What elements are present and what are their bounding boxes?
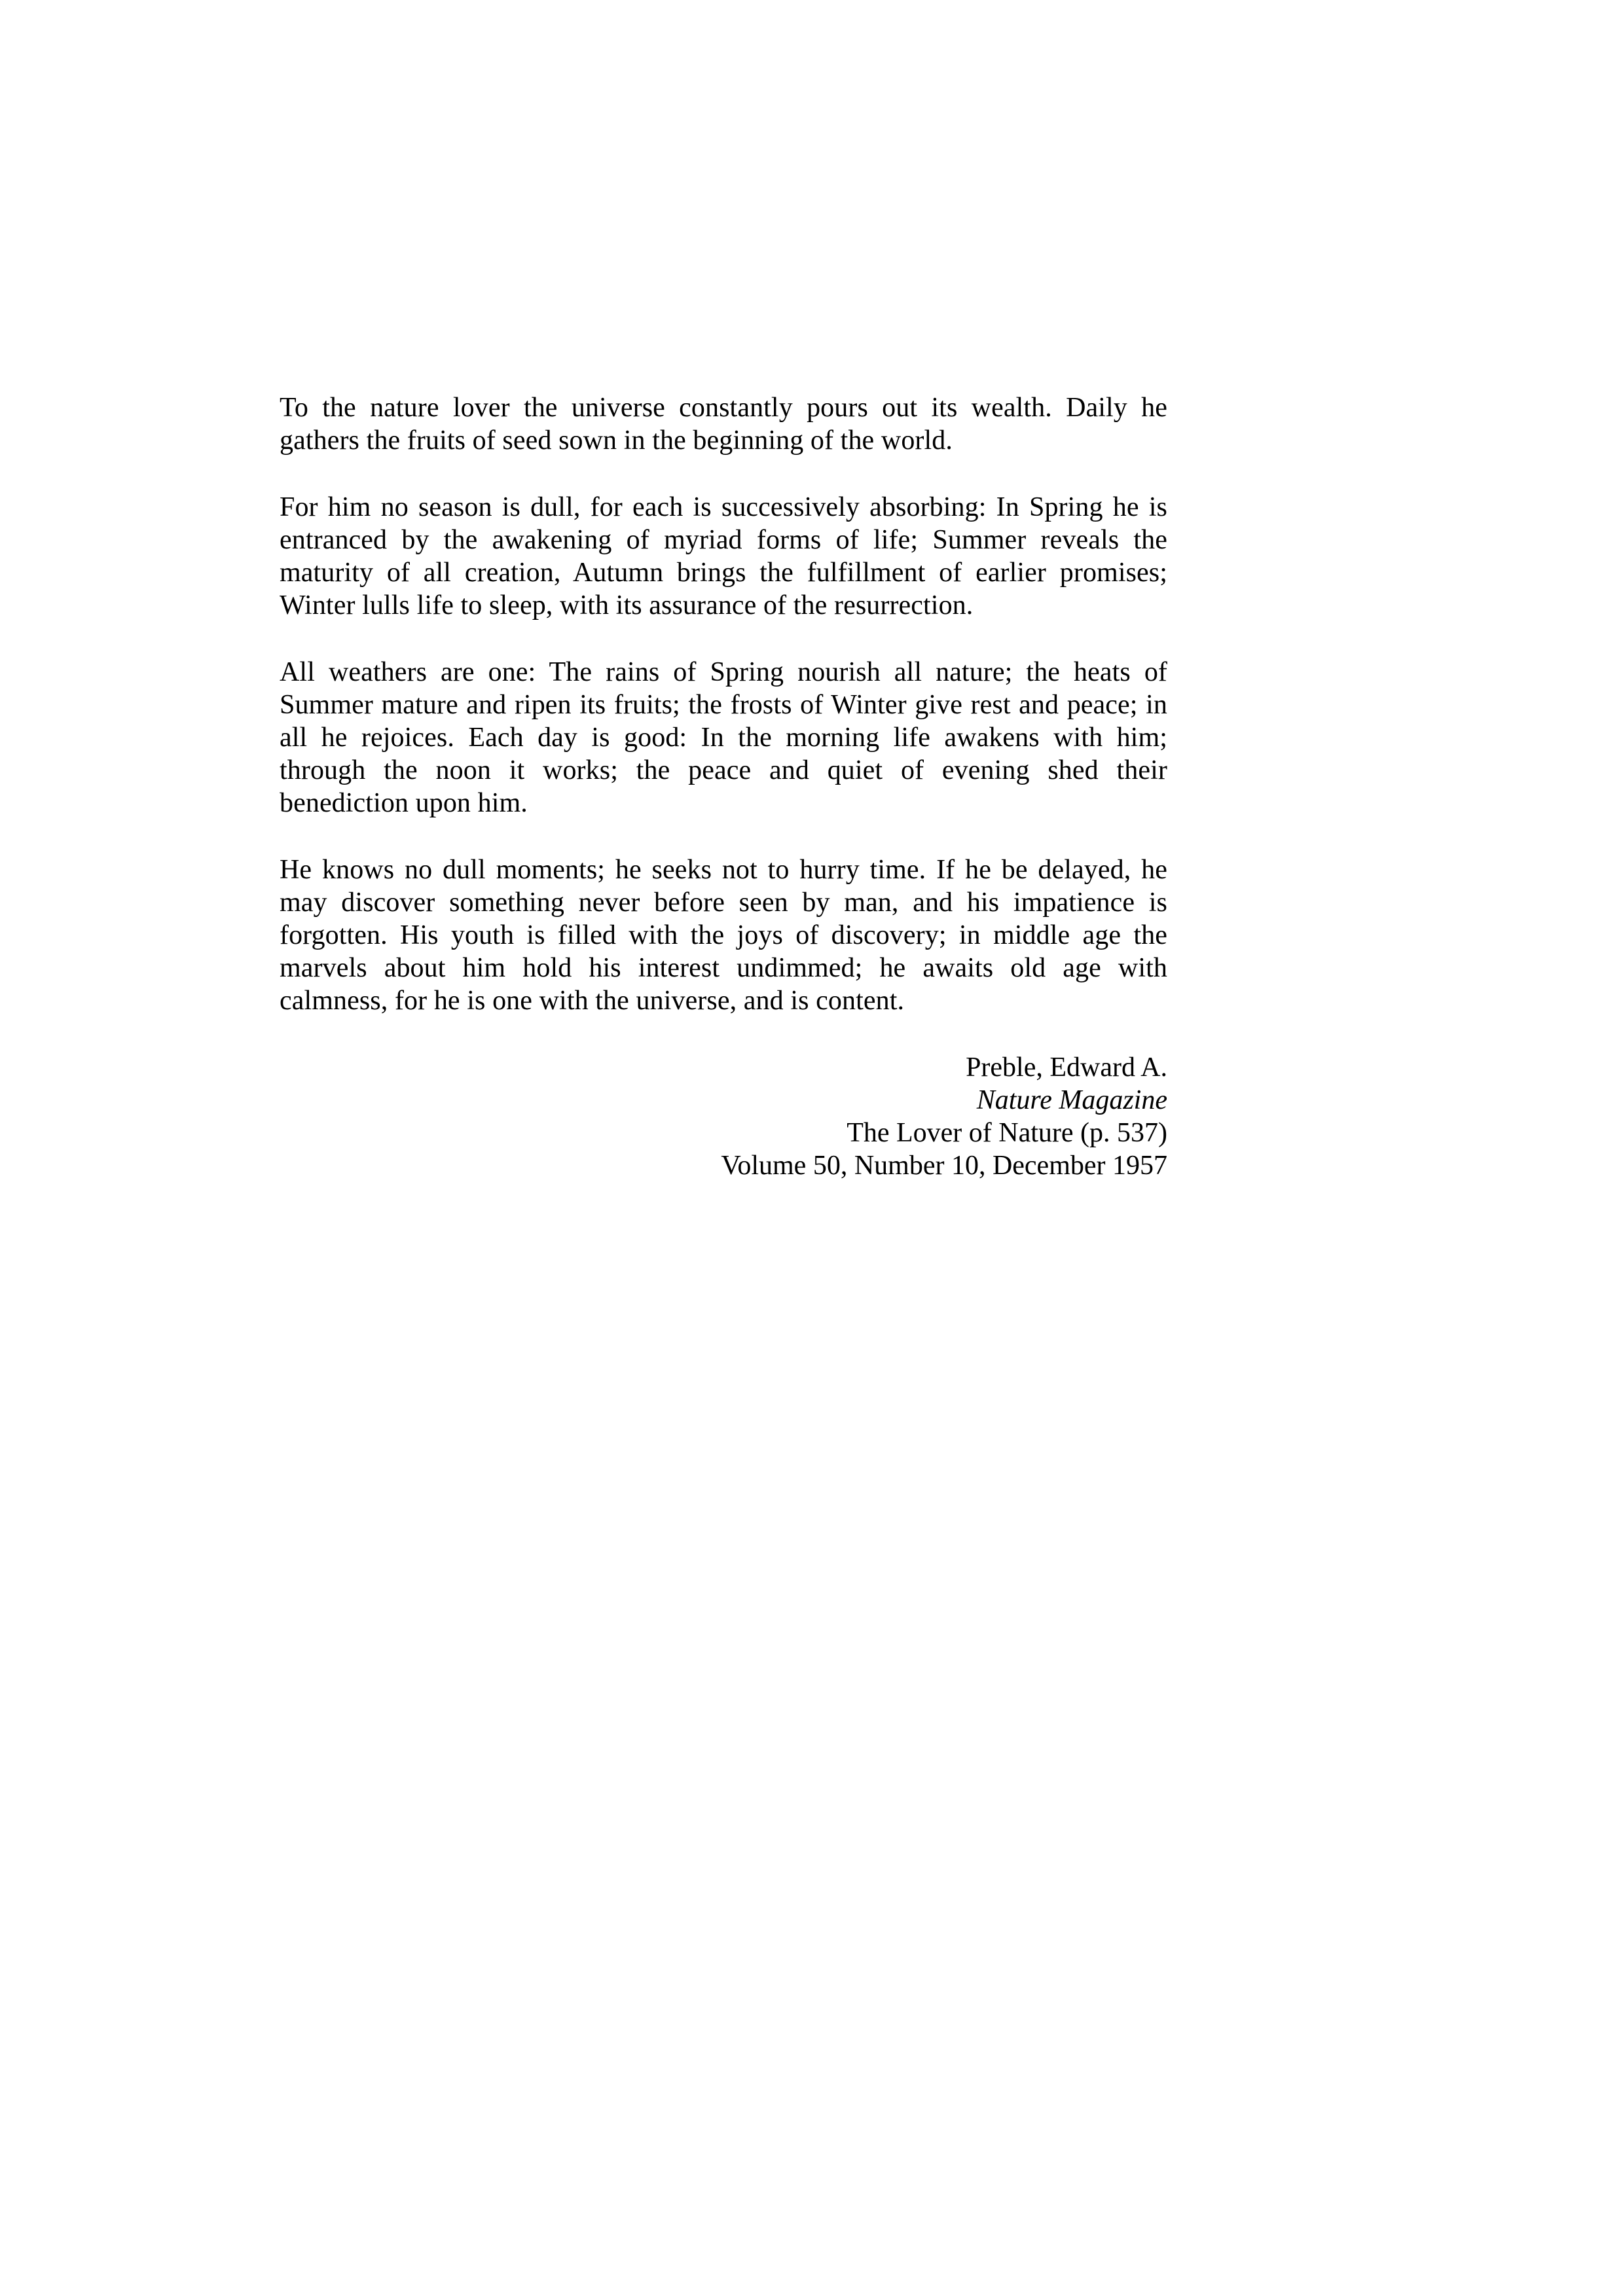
attribution-block — [280, 1051, 1167, 1182]
attribution-publication: Nature Magazine — [976, 1085, 1167, 1115]
attribution-author: Preble, Edward A. — [966, 1052, 1167, 1083]
attribution-article-title: The Lover of Nature (p. 537) — [847, 1118, 1167, 1148]
quote-block — [280, 391, 1167, 1182]
paragraph-1: To the nature lover the universe constantly pours out its wealth. Daily he gathers the fruits of seed sown in the beginning of the world. — [280, 393, 1167, 456]
paragraph-2: For him no season is dull, for each is successively absorbing: In Spring he is entranced by the awakening of myriad forms of life; Summer reveals the maturity of all creation, Autumn brings the fulfillment of earlier promises; Winter lulls life to sleep, with its assurance of the resurrection. — [280, 492, 1167, 620]
paragraph-4: He knows no dull moments; he seeks not to hurry time. If he be delayed, he may discover something never before seen by man, and his impatience is forgotten. His youth is filled with the joys of discovery; in middle age the marvels about him hold his interest undimmed; he awaits old age with calmness, for he is one with the universe, and is content. — [280, 855, 1167, 1016]
attribution-issue: Volume 50, Number 10, December 1957 — [721, 1151, 1167, 1181]
paragraph-3: All weathers are one: The rains of Spring nourish all nature; the heats of Summer mature and ripen its fruits; the frosts of Winter give rest and peace; in all he rejoices. Each day is good: In the morning life awakens with him; through the noon it works; the peace and quiet of evening shed their benediction upon him. — [280, 657, 1167, 818]
